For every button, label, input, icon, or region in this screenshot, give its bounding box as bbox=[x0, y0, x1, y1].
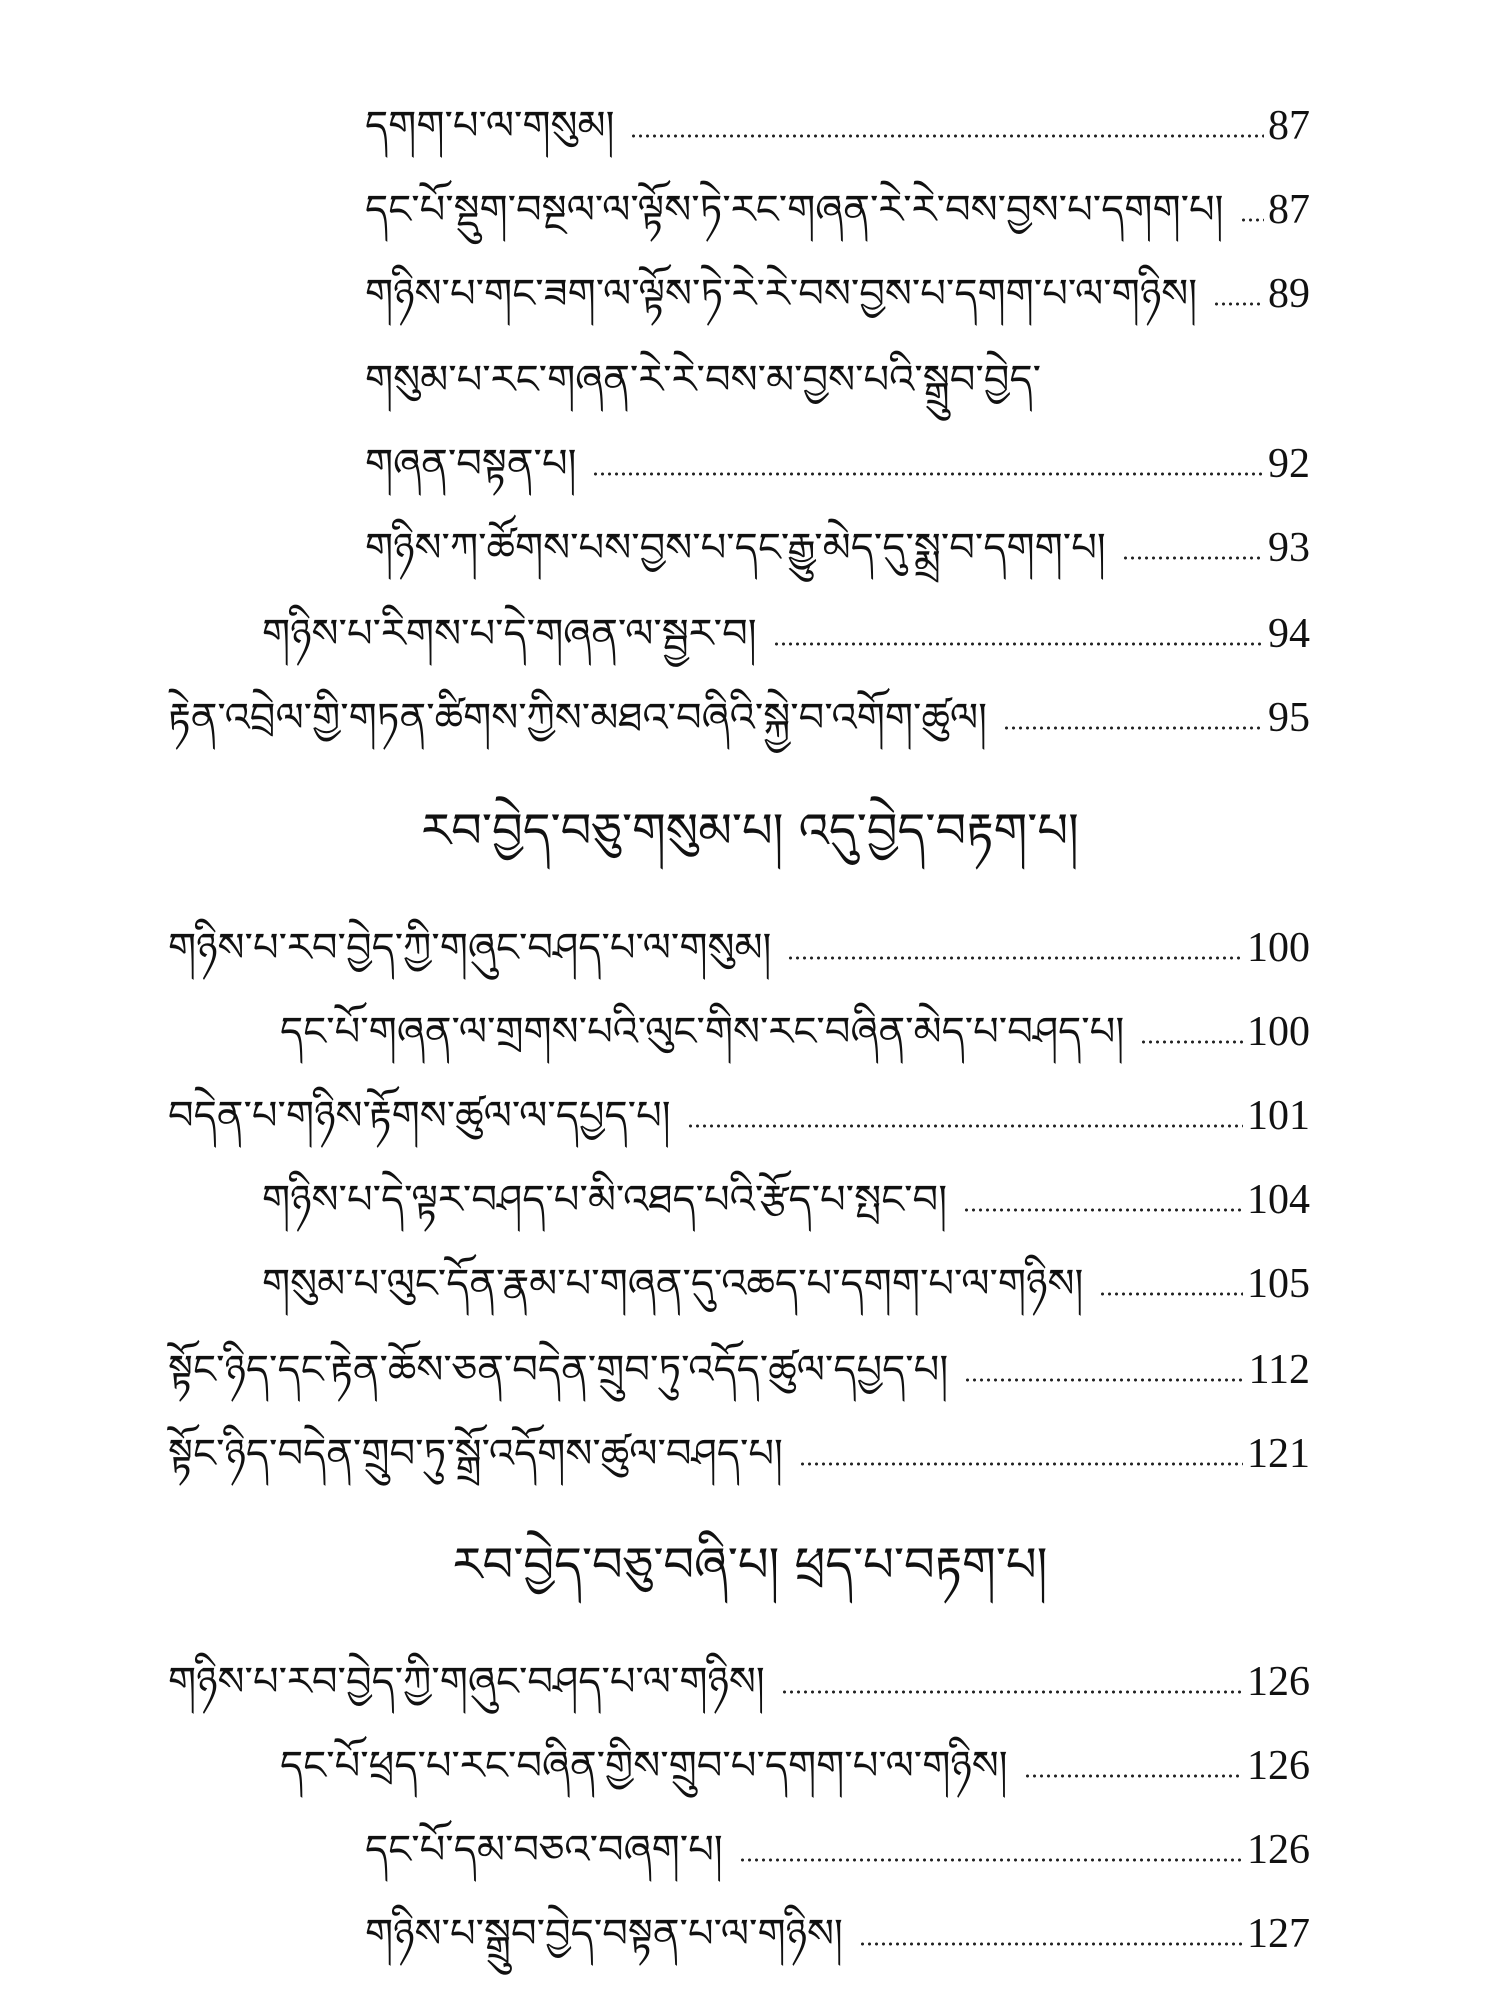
toc-entry-title: སྟོང་ཉིད་དང་རྟེན་ཆོས་ཅན་བདེན་གྲུབ་ཏུ་འདོད་ཚུལ་དཔྱད་པ། bbox=[168, 1347, 949, 1393]
toc-entry[interactable] bbox=[280, 1736, 1310, 1796]
toc-entry-title: གཉིས་པ་རབ་བྱེད་ཀྱི་གཞུང་བཤད་པ་ལ་གསུམ། bbox=[168, 925, 772, 971]
toc-entry-page: 92 bbox=[1268, 441, 1310, 487]
toc-entry[interactable] bbox=[365, 434, 1310, 494]
toc-entry-page: 112 bbox=[1248, 1347, 1310, 1393]
toc-entry-title: གཉིས་པ་དེ་ལྟར་བཤད་པ་མི་འཐད་པའི་རྩོད་པ་སྤང་བ། bbox=[262, 1177, 948, 1223]
dot-leader bbox=[1024, 1770, 1243, 1782]
toc-entry-page: 126 bbox=[1247, 1743, 1310, 1789]
toc-entry[interactable] bbox=[168, 918, 1310, 978]
toc-entry-title: གཉིས་པ་སྒྲུབ་བྱེད་བསྟན་པ་ལ་གཉིས། bbox=[365, 1911, 843, 1957]
dot-leader bbox=[630, 130, 1264, 142]
dot-leader bbox=[1240, 214, 1264, 226]
toc-entry[interactable] bbox=[365, 180, 1310, 240]
toc-entry-page: 100 bbox=[1247, 1009, 1310, 1055]
toc-entry[interactable] bbox=[168, 1652, 1310, 1712]
toc-entry-title: གཉིས་པ་གང་ཟག་ལ་ལྟོས་ཏེ་རེ་རེ་བས་བྱས་པ་དགག་པ་ལ་གཉིས། bbox=[365, 271, 1198, 317]
toc-entry-title: རྟེན་འབྲེལ་གྱི་གཏན་ཚིགས་ཀྱིས་མཐའ་བཞིའི་སྐྱེ་བ་འགོག་ཚུལ། bbox=[168, 695, 988, 741]
toc-entry[interactable] bbox=[168, 1086, 1310, 1146]
toc-entry[interactable] bbox=[365, 96, 1310, 156]
toc-entry[interactable] bbox=[365, 1904, 1310, 1964]
dot-leader bbox=[964, 1374, 1244, 1386]
toc-entry[interactable] bbox=[168, 1424, 1310, 1484]
toc-entry-title: གསུམ་པ་རང་གཞན་རེ་རེ་བས་མ་བྱས་པའི་སྒྲུབ་བྱེད་ bbox=[365, 357, 1041, 403]
chapter-heading: རབ་བྱེད་བཅུ་བཞི་པ། ཕྲད་པ་བརྟག་པ། bbox=[452, 1537, 1048, 1593]
toc-entry-page: 104 bbox=[1247, 1177, 1310, 1223]
toc-entry-title: གསུམ་པ་ལུང་དོན་རྣམ་པ་གཞན་དུ་འཆད་པ་དགག་པ་ལ་གཉིས། bbox=[262, 1261, 1084, 1307]
toc-entry-page: 95 bbox=[1268, 695, 1310, 741]
dot-leader bbox=[781, 1686, 1243, 1698]
toc-entry-title: སྟོང་ཉིད་བདེན་གྲུབ་ཏུ་སྒྲོ་འདོགས་ཚུལ་བཤད་པ། bbox=[168, 1431, 783, 1477]
toc-entry-title: དང་པོ་གཞན་ལ་གྲགས་པའི་ལུང་གིས་རང་བཞིན་མེད་པ་བཤད་པ། bbox=[280, 1009, 1125, 1055]
toc-entry-page: 93 bbox=[1268, 525, 1310, 571]
dot-leader bbox=[1122, 552, 1264, 564]
toc-entry-page: 101 bbox=[1247, 1093, 1310, 1139]
chapter-heading: རབ་བྱེད་བཅུ་གསུམ་པ། འདུ་བྱེད་བརྟག་པ། bbox=[421, 803, 1079, 859]
dot-leader bbox=[1213, 298, 1264, 310]
toc-entry-title: གཉིས་ཀ་ཚོགས་པས་བྱས་པ་དང་རྒྱུ་མེད་དུ་སྨྲ་བ་དགག་པ། bbox=[365, 525, 1106, 571]
toc-entry-title: བདེན་པ་གཉིས་རྟོགས་ཚུལ་ལ་དཔྱད་པ། bbox=[168, 1093, 671, 1139]
toc-entry-page: 121 bbox=[1247, 1431, 1310, 1477]
dot-leader bbox=[773, 638, 1264, 650]
dot-leader bbox=[592, 468, 1264, 480]
toc-entry[interactable] bbox=[262, 1170, 1310, 1230]
toc-entry-page: 87 bbox=[1268, 187, 1310, 233]
dot-leader bbox=[739, 1854, 1243, 1866]
toc-entry-page: 94 bbox=[1268, 611, 1310, 657]
toc-entry[interactable] bbox=[168, 688, 1310, 748]
dot-leader bbox=[963, 1204, 1243, 1216]
toc-entry[interactable] bbox=[365, 518, 1310, 578]
toc-entry-page: 105 bbox=[1247, 1261, 1310, 1307]
toc-entry[interactable] bbox=[280, 1002, 1310, 1062]
toc-entry-page: 126 bbox=[1247, 1659, 1310, 1705]
toc-entry-title: དང་པོ་ཕྲད་པ་རང་བཞིན་གྱིས་གྲུབ་པ་དགག་པ་ལ་གཉིས། bbox=[280, 1743, 1008, 1789]
toc-entry-page: 89 bbox=[1268, 271, 1310, 317]
toc-entry-title: གཉིས་པ་རིགས་པ་དེ་གཞན་ལ་སྦྱར་བ། bbox=[262, 611, 757, 657]
dot-leader bbox=[799, 1458, 1243, 1470]
toc-entry-title: དང་པོ་དམ་བཅའ་བཞག་པ། bbox=[365, 1827, 723, 1873]
toc-entry-page: 100 bbox=[1247, 925, 1310, 971]
dot-leader bbox=[1140, 1036, 1243, 1048]
toc-entry-page: 127 bbox=[1247, 1911, 1310, 1957]
toc-entry-page: 87 bbox=[1268, 103, 1310, 149]
toc-entry-page: 126 bbox=[1247, 1827, 1310, 1873]
toc-entry[interactable] bbox=[262, 1254, 1310, 1314]
toc-entry-title: གཉིས་པ་རབ་བྱེད་ཀྱི་གཞུང་བཤད་པ་ལ་གཉིས། bbox=[168, 1659, 765, 1705]
dot-leader bbox=[787, 952, 1243, 964]
toc-entry-title: གཞན་བསྟན་པ། bbox=[365, 441, 577, 487]
toc-entry[interactable] bbox=[365, 1820, 1310, 1880]
toc-entry-title: དང་པོ་སྡུག་བསྔལ་ལ་ལྟོས་ཏེ་རང་གཞན་རེ་རེ་བས་བྱས་པ་དགག་པ། bbox=[365, 187, 1224, 233]
toc-entry-title: དགག་པ་ལ་གསུམ། bbox=[365, 103, 615, 149]
dot-leader bbox=[859, 1938, 1243, 1950]
toc-entry[interactable] bbox=[168, 1340, 1310, 1400]
toc-entry[interactable] bbox=[262, 604, 1310, 664]
dot-leader bbox=[1003, 722, 1264, 734]
dot-leader bbox=[1099, 1288, 1243, 1300]
toc-entry[interactable] bbox=[365, 264, 1310, 324]
toc-entry-continued[interactable] bbox=[365, 350, 1310, 410]
dot-leader bbox=[687, 1120, 1243, 1132]
